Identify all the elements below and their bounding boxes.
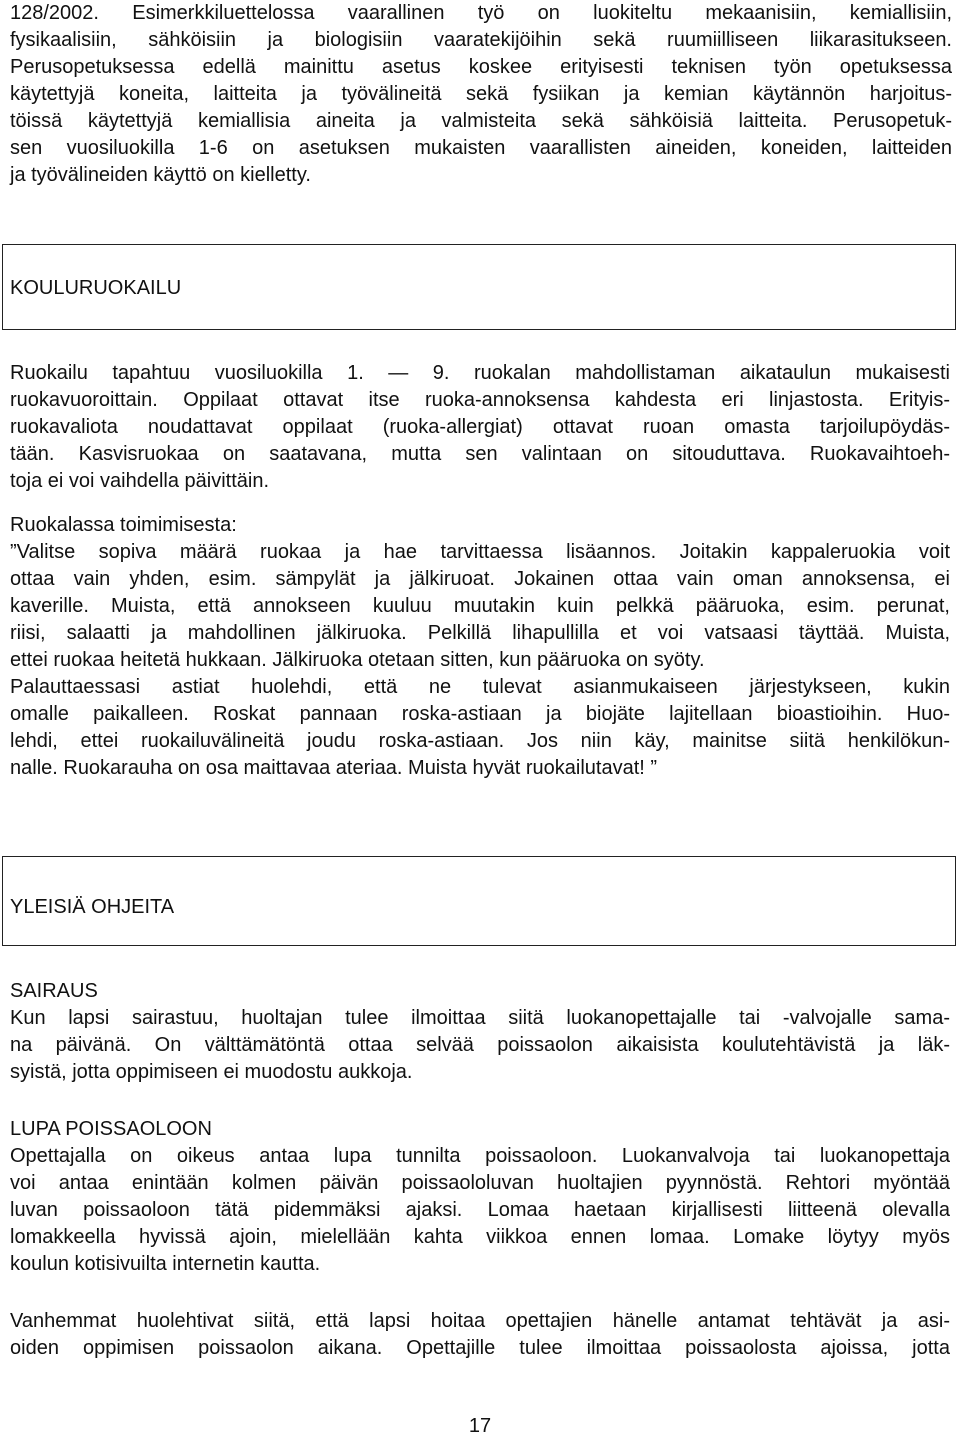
- intro-paragraph: [10, 0, 952, 189]
- paragraph-line: Vanhemmat huolehtivat siitä, että lapsi hoitaa opettajien hänelle antamat tehtävät ja asi-: [10, 1310, 950, 1332]
- paragraph-line: lomakkeella hyvissä ajoin, mielellään kahta viikkoa ennen lomaa. Lomake löytyy myös: [10, 1226, 950, 1248]
- lupa-title: LUPA POISSAOLOON: [10, 1118, 212, 1140]
- paragraph-line: nalle. Ruokarauha on osa maittavaa ateriaa. Muista hyvät ruokailutavat! ”: [10, 757, 658, 779]
- vanhemmat-paragraph: [10, 1308, 950, 1362]
- paragraph-line: omalle paikalleen. Roskat pannaan roska-astiaan ja biojäte lajitellaan bioastioihin. Huo-: [10, 703, 950, 725]
- paragraph-line: syistä, jotta oppimiseen ei muodostu aukkoja.: [10, 1061, 413, 1083]
- intro-line: käytettyjä koneita, laitteita ja työvälineitä sekä fysiikan ja kemian käytännön harjoitus-: [10, 83, 952, 105]
- paragraph-line: kaverille. Muista, että annokseen kuuluu muutakin kuin pelkkä pääruoka, esim. perunat,: [10, 595, 950, 617]
- paragraph-line: ottaa vain yhden, esim. sämpylät ja jälkiruoat. Jokainen ottaa vain oman annoksensa, ei: [10, 568, 950, 590]
- paragraph-line: tään. Kasvisruokaa on saatavana, mutta sen valintaan on sitouduttava. Ruokavaihtoeh-: [10, 443, 950, 465]
- ruokala-subtitle: Ruokalassa toimimisesta:: [10, 514, 237, 536]
- paragraph-line: oiden oppimisen poissaolon aikana. Opettajille tulee ilmoittaa poissaolosta ajoissa, jotta: [10, 1337, 950, 1359]
- intro-line: sen vuosiluokilla 1-6 on asetuksen mukaisten vaarallisten aineiden, koneiden, laitteiden: [10, 137, 952, 159]
- sairaus-title: SAIRAUS: [10, 980, 98, 1002]
- paragraph-line: Ruokailu tapahtuu vuosiluokilla 1. — 9. ruokalan mahdollistaman aikataulun mukaisesti: [10, 362, 950, 384]
- paragraph-line: toja ei voi vaihdella päivittäin.: [10, 470, 270, 492]
- paragraph-line: lehdi, ettei ruokailuvälineitä joudu roska-astiaan. Jos niin käy, mainitse siitä henkilökun-: [10, 730, 950, 752]
- paragraph-line: ruokavaliota noudattavat oppilaat (ruoka-allergiat) ottavat ruoan omasta tarjoilupöydäs-: [10, 416, 950, 438]
- paragraph-line: koulun kotisivuilta internetin kautta.: [10, 1253, 321, 1275]
- kouluruokailu-title: KOULURUOKAILU: [10, 277, 182, 299]
- paragraph-line: ettei ruokaa heitetä hukkaan. Jälkiruoka otetaan sitten, kun pääruoka on syöty.: [10, 649, 705, 671]
- paragraph-line: Kun lapsi sairastuu, huoltajan tulee ilmoittaa siitä luokanopettajalle tai -valvojalle sama-: [10, 1007, 950, 1029]
- paragraph-line: na päivänä. On välttämätöntä ottaa selvää poissaolon aikaisista koulutehtävistä ja läk-: [10, 1034, 950, 1056]
- ruokala-section: [10, 512, 950, 782]
- yleisia-ohjeita-title: YLEISIÄ OHJEITA: [10, 896, 175, 918]
- intro-line: fysikaalisiin, sähköisiin ja biologisiin vaaratekijöihin sekä ruumiilliseen liikarasitukseen.: [10, 29, 952, 51]
- paragraph-line: ruokavuoroittain. Oppilaat ottavat itse ruoka-annoksensa kahdesta eri linjastosta. Erityis-: [10, 389, 950, 411]
- lupa-section: [10, 1116, 950, 1278]
- paragraph-line: ”Valitse sopiva määrä ruokaa ja hae tarvittaessa lisäannos. Joitakin kappaleruokia voit: [10, 541, 950, 563]
- intro-line: ja työvälineiden käyttö on kielletty.: [10, 164, 311, 186]
- intro-line: 128/2002. Esimerkkiluettelossa vaarallinen työ on luokiteltu mekaanisiin, kemiallisiin,: [10, 2, 952, 24]
- kouluruokailu-paragraph: [10, 360, 950, 495]
- sairaus-section: [10, 978, 950, 1086]
- paragraph-line: Opettajalla on oikeus antaa lupa tunnilta poissaoloon. Luokanvalvoja tai luokanopettaja: [10, 1145, 950, 1167]
- page-number: 17: [468, 1415, 492, 1437]
- paragraph-line: luvan poissaoloon tätä pidemmäksi ajaksi. Lomaa haetaan kirjallisesti liitteenä olevalla: [10, 1199, 950, 1221]
- intro-line: Perusopetuksessa edellä mainittu asetus koskee erityisesti teknisen työn opetuksessa: [10, 56, 952, 78]
- paragraph-line: voi antaa enintään kolmen päivän poissaololuvan huoltajien pyynnöstä. Rehtori myöntää: [10, 1172, 950, 1194]
- paragraph-line: Palauttaessasi astiat huolehdi, että ne tulevat asianmukaiseen järjestykseen, kukin: [10, 676, 950, 698]
- paragraph-line: riisi, salaatti ja mahdollinen jälkiruoka. Pelkillä lihapullilla et voi vatsaasi täyttää. Muista,: [10, 622, 950, 644]
- intro-line: töissä käytettyjä kemiallisia aineita ja valmisteita sekä sähköisiä laitteita. Perusopetuk-: [10, 110, 952, 132]
